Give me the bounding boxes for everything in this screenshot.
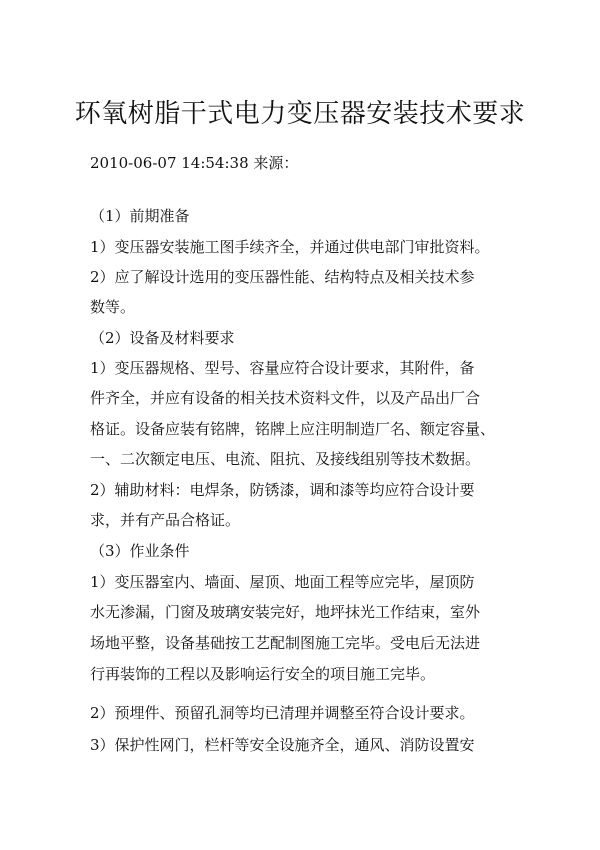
paragraph-line: 格证。设备应装有铭牌，铭牌上应注明制造厂名、额定容量、 xyxy=(90,420,496,438)
paragraph-line: 2）辅助材料：电焊条，防锈漆，调和漆等均应符合设计要 xyxy=(90,481,475,499)
paragraph-line: 数等。 xyxy=(90,298,136,316)
section-heading-preparation: （1）前期准备 xyxy=(90,207,190,225)
paragraph-line: 3）保护性网门，栏杆等安全设施齐全，通风、消防设置安 xyxy=(90,736,475,754)
paragraph-line: 场地平整，设备基础按工艺配制图施工完毕。受电后无法进 xyxy=(90,634,481,652)
paragraph-line: 求，并有产品合格证。 xyxy=(90,511,241,529)
paragraph-line: 一、二次额定电压、电流、阻抗、及接线组别等技术数据。 xyxy=(90,450,481,468)
paragraph-line: 水无渗漏，门窗及玻璃安装完好，地坪抹光工作结束，室外 xyxy=(90,603,481,621)
section-heading-equipment: （2）设备及材料要求 xyxy=(90,329,235,347)
paragraph-line: 件齐全，并应有设备的相关技术资料文件，以及产品出厂合 xyxy=(90,389,481,407)
document-title: 环氧树脂干式电力变压器安装技术要求 xyxy=(74,99,526,129)
paragraph-line: 1）变压器室内、墙面、屋顶、地面工程等应完毕，屋顶防 xyxy=(90,573,475,591)
paragraph-line: 行再装饰的工程以及影响运行安全的项目施工完毕。 xyxy=(90,665,436,683)
paragraph-line: 2）预埋件、预留孔洞等均已清理并调整至符合设计要求。 xyxy=(90,704,475,722)
section-heading-conditions: （3）作业条件 xyxy=(90,542,190,560)
paragraph-line: 2）应了解设计选用的变压器性能、结构特点及相关技术参 xyxy=(90,268,475,286)
document-meta: 2010-06-07 14:54:38 来源： xyxy=(90,154,299,172)
paragraph-line: 1）变压器安装施工图手续齐全，并通过供电部门审批资料。 xyxy=(90,238,490,256)
paragraph-line: 1）变压器规格、型号、容量应符合设计要求，其附件，备 xyxy=(90,359,475,377)
